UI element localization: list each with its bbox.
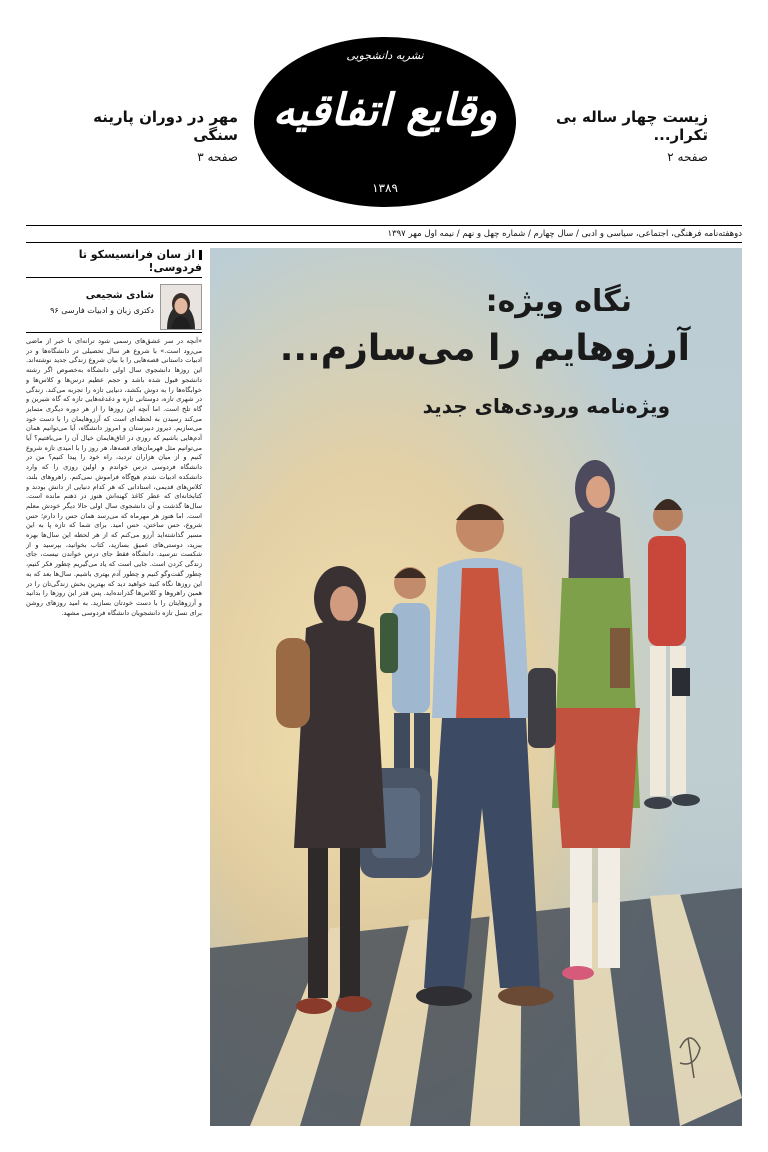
newspaper-logo bbox=[254, 37, 516, 207]
teaser-right[interactable] bbox=[528, 108, 708, 164]
sidebar-article bbox=[26, 248, 202, 1140]
author-role: دکتری زبان و ادبیات فارسی ۹۶ bbox=[50, 306, 154, 315]
issue-info-bar: دوهفته‌نامه فرهنگی، اجتماعی، سیاسی و ادبی / سال چهارم / شماره چهل و نهم / نیمه اول مهر ۱۳۹۷ bbox=[387, 229, 742, 239]
sidebar-article-body: «آنچه در سر عشق‌های رسمی شود ترانه‌ای با خبر از ماضی می‌رود است.» با شروع هر سال تحصیلی در دانشگاه‌ها و در ادبیات داستانی قصه‌هایی را با بیان شروع زندگی جدید نوشته‌اند. این روزها دانشجوی سال اولی دانشگاه به‌خصوص اگر رشته دانشجو قبول شده باشد و حجم عظیم درس‌ها و کلاس‌ها و خوابگاه‌ها را به دوش بکشد، دنیایی تازه را تجربه می‌کند. زندگی در شهری تازه، دوستانی تازه و دغدغه‌هایی تازه که گاه شیرین و گاه تلخ است. اما آنچه این روزها را از هر دوره دیگری متمایز می‌کند رسیدن به لحظه‌ای است که آرزوهایمان را با دست خود می‌سازیم. دیروز دبیرستان و امروز دانشگاه، آیا می‌توانیم همان آدم‌هایی باشیم که روزی در اتاق‌هایمان خیال آن را می‌بافتیم؟ آیا می‌توانیم مثل قهرمان‌های قصه‌ها، هر روز را با امیدی تازه شروع کنیم و از میان هزاران تردید، راه خود را پیدا کنیم؟ من در دانشگاه فردوسی درس خواندم و اولین روزی را که وارد دانشکده ادبیات شدم هیچ‌گاه فراموش نمی‌کنم. راهروهای بلند، کلاس‌های قدیمی، استادانی که هر کدام دنیایی از دانش بودند و کتابخانه‌ای که عطر کاغذ کهنه‌اش هنوز در ذهنم مانده است. سال‌ها گذشت و آن دانشجوی سال اولی حالا دیگر خودش معلم است. اما هنوز هر مهرماه که می‌رسد همان حس را دارم؛ حس شروع، حس ساختن، حس امید. برای شما که تازه پا به این مسیر گذاشته‌اید آرزو می‌کنم که از هر لحظه این سال‌ها بهره ببرید، دوستی‌های عمیق بسازید، کتاب بخوانید، بپرسید و از شکست نترسید. دانشگاه فقط جای درس خواندن نیست، جای زندگی کردن است. جایی است که یاد می‌گیریم چطور فکر کنیم، چطور گفت‌وگو کنیم و چطور آدم بهتری باشیم. سال‌ها بعد که به این روزها نگاه کنید خواهید دید که بهترین بخش زندگی‌تان را در همین راهروها و کلاس‌ها گذرانده‌اید. پس قدر این روزها را بدانید و آرزوهایتان را با دست خودتان بسازید. به امید روزهای روشن برای نسل تازه دانشجویان دانشگاه فردوسی مشهد. bbox=[26, 337, 202, 617]
logo-subtitle: نشریه دانشجویی bbox=[346, 49, 424, 62]
poster-title-line-2: آرزوهایم را می‌سازم... bbox=[279, 328, 690, 369]
masthead bbox=[0, 0, 768, 232]
poster-title-line-3: ویژه‌نامه ورودی‌های جدید bbox=[422, 394, 670, 418]
teaser-left[interactable] bbox=[58, 108, 238, 164]
logo-title: وقایع اتفاقیه bbox=[272, 85, 498, 136]
sidebar-article-title[interactable]: از سان فرانسیسکو تا فردوسی! bbox=[26, 248, 202, 278]
teaser-left-page: صفحه ۳ bbox=[197, 150, 238, 164]
author-divider bbox=[26, 332, 202, 333]
teaser-left-headline[interactable]: مهر در دوران پارینه سنگی bbox=[93, 108, 238, 144]
cover-illustration bbox=[210, 248, 742, 1126]
poster-title-line-1: نگاه ویژه: bbox=[485, 284, 632, 319]
illustration-students-walking bbox=[210, 248, 742, 1126]
divider-top bbox=[26, 225, 742, 226]
author-box bbox=[26, 284, 202, 330]
logo-year: ۱۳۸۹ bbox=[372, 181, 398, 195]
teaser-right-page: صفحه ۲ bbox=[667, 150, 708, 164]
author-avatar bbox=[160, 284, 202, 330]
teaser-right-headline[interactable]: زیست چهار ساله بی تکرار... bbox=[556, 108, 708, 144]
author-name: شادی شجیعی bbox=[85, 290, 154, 301]
divider-bottom bbox=[26, 242, 742, 243]
